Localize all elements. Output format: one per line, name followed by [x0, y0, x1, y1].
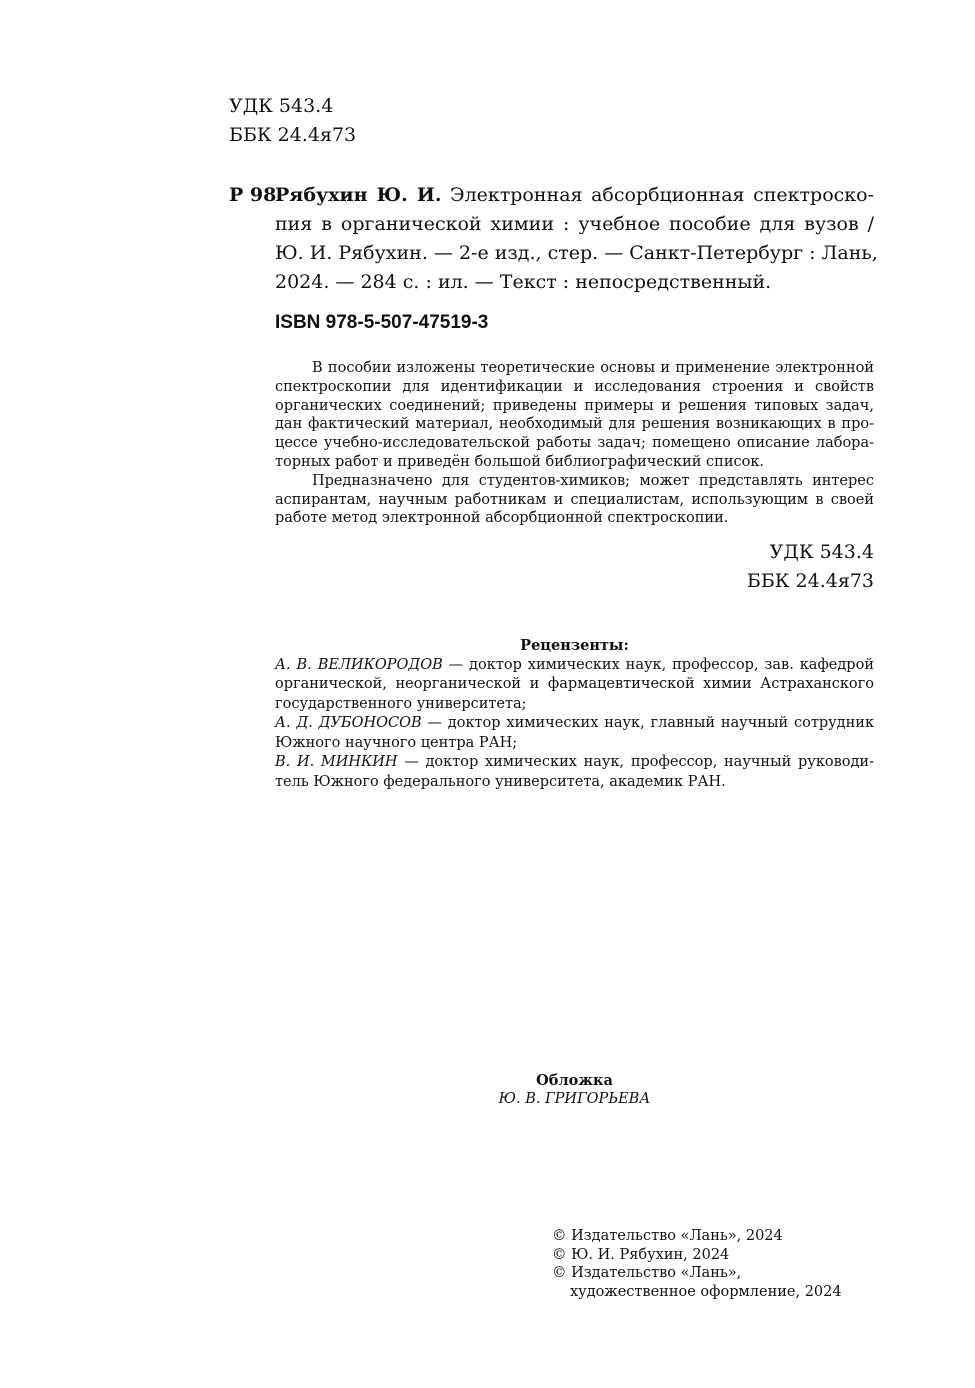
bbk-code-top: ББК 24.4я73	[229, 124, 357, 146]
annotation-line: цессе учебно-исследовательской работы задач; помещено описание лабора-	[275, 435, 874, 452]
bbk-code-bottom: ББК 24.4я73	[746, 570, 874, 592]
cover-designer-name: Ю. В. ГРИГОРЬЕВА	[498, 1091, 651, 1107]
reviewer-line: государственного университета;	[275, 695, 527, 712]
copyright-line: © Ю. И. Рябухин, 2024	[552, 1246, 730, 1263]
copyright-line: художественное оформление, 2024	[570, 1283, 842, 1300]
annotation-line: спектроскопии для идентификации и исследования строения и свойств	[275, 378, 874, 395]
reviewer-name: А. В. ВЕЛИКОРОДОВ	[275, 656, 443, 673]
isbn: ISBN 978-5-507-47519-3	[275, 312, 489, 333]
annotation-line: органических соединений; приведены примеры и решения типовых задач,	[275, 397, 874, 414]
annotation-line: В пособии изложены теоретические основы и применение электронной	[312, 360, 874, 376]
reviewer-name: А. Д. ДУБОНОСОВ	[275, 715, 422, 731]
annotation-line: аспирантам, научным работникам и специалистам, использующим в своей	[275, 491, 874, 508]
copyright-block	[552, 1227, 842, 1301]
reviewer-line: органической, неорганической и фармацевтической химии Астраханского	[275, 676, 874, 692]
bibliographic-line: Ю. И. Рябухин. — 2-е изд., стер. — Санкт-Петербург : Лань,	[275, 242, 878, 264]
bibliographic-line: Рябухин Ю. И. Электронная абсорбционная спектроско-	[275, 184, 875, 206]
author-mark: Р 98	[229, 184, 277, 206]
bibliographic-line: 2024. — 284 с. : ил. — Текст : непосредственный.	[275, 271, 772, 293]
copyright-line: © Издательство «Лань»,	[552, 1265, 742, 1281]
bibliographic-entry	[275, 181, 878, 297]
copyright-line: © Издательство «Лань», 2024	[552, 1228, 783, 1244]
cover-heading: Обложка	[536, 1072, 613, 1089]
reviewer-line: А. В. ВЕЛИКОРОДОВ — доктор химических наук, профессор, зав. кафедрой	[275, 656, 874, 673]
reviewer-line: Южного научного центра РАН;	[275, 734, 518, 751]
annotation-line: дан фактический материал, необходимый для решения возникающих в про-	[275, 416, 874, 433]
reviewers-heading: Рецензенты:	[520, 637, 629, 654]
annotation-line: торных работ и приведён большой библиографический список.	[275, 453, 765, 470]
annotation-line: Предназначено для студентов-химиков; может представлять интерес	[312, 472, 874, 489]
reviewer-line: тель Южного федерального университета, академик РАН.	[275, 773, 726, 790]
udk-code-bottom: УДК 543.4	[769, 541, 874, 563]
bibliographic-line: пия в органической химии : учебное пособие для вузов /	[275, 213, 874, 235]
annotation-line: работе метод электронной абсорбционной спектроскопии.	[275, 510, 729, 527]
annotation	[275, 359, 874, 528]
cover-credit	[275, 1071, 874, 1109]
udk-code-top: УДК 543.4	[229, 95, 334, 117]
reviewer-line: А. Д. ДУБОНОСОВ — доктор химических наук, главный научный сотрудник	[275, 715, 875, 731]
reviewer-name: В. И. МИНКИН	[275, 754, 398, 770]
reviewer-line: В. И. МИНКИН — доктор химических наук, профессор, научный руководи-	[275, 754, 874, 770]
reviewers-block	[275, 636, 874, 792]
author-name: Рябухин Ю. И.	[275, 184, 442, 206]
